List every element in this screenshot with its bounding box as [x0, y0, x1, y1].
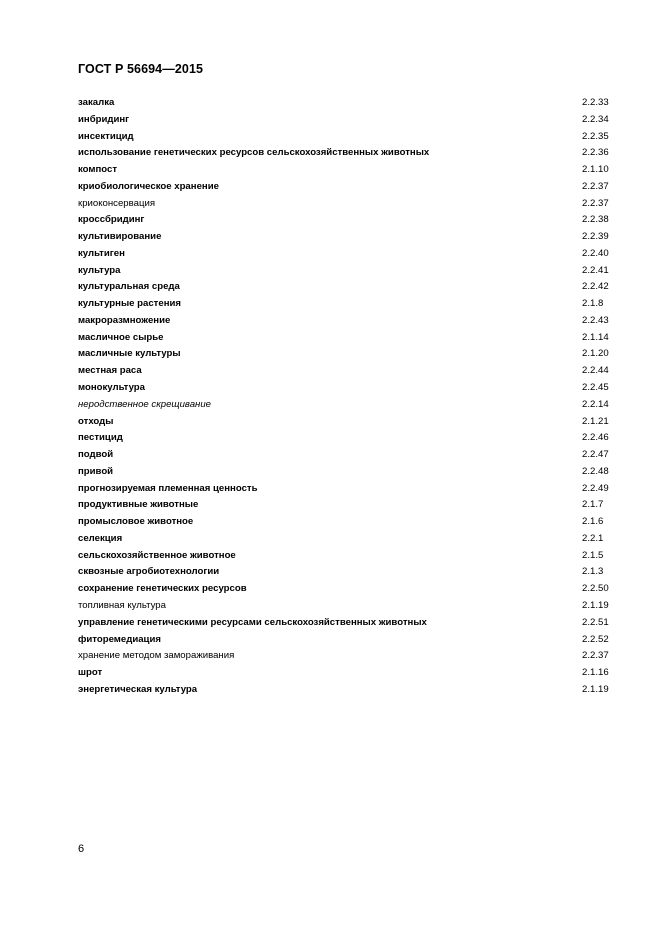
index-row: [78, 363, 612, 380]
index-reference: 2.2.48: [582, 465, 609, 477]
index-row: [78, 481, 612, 498]
index-reference: 2.1.3: [582, 566, 604, 578]
index-reference: 2.2.14: [582, 398, 609, 410]
index-row: [78, 531, 612, 548]
index-row: [78, 246, 612, 263]
index-reference: 2.2.37: [582, 180, 609, 192]
index-reference: 2.2.39: [582, 231, 609, 243]
index-term: подвой: [78, 449, 114, 461]
index-reference: 2.1.20: [582, 348, 609, 360]
index-row: [78, 682, 612, 699]
index-term: привой: [78, 465, 114, 477]
index-term: сельскохозяйственное животное: [78, 549, 236, 561]
index-term: использование генетических ресурсов сельскохозяйственных животных: [78, 147, 430, 159]
index-reference: 2.1.19: [582, 599, 609, 611]
index-term: инбридинг: [78, 113, 130, 125]
index-term: криоконсервация: [78, 197, 156, 209]
index-reference: 2.2.44: [582, 365, 609, 377]
index-row: [78, 330, 612, 347]
index-reference: 2.2.46: [582, 432, 609, 444]
index-term: культивирование: [78, 231, 162, 243]
index-term: сохранение генетических ресурсов: [78, 583, 247, 595]
index-term: неродственное скрещивание: [78, 398, 211, 410]
index-reference: 2.2.36: [582, 147, 609, 159]
index-reference: 2.2.47: [582, 449, 609, 461]
index-reference: 2.1.19: [582, 683, 609, 695]
index-row: [78, 632, 612, 649]
index-term: компост: [78, 164, 118, 176]
index-term: сквозные агробиотехнологии: [78, 566, 220, 578]
index-term: селекция: [78, 532, 123, 544]
index-row: [78, 196, 612, 213]
index-row: [78, 414, 612, 431]
index-row: [78, 162, 612, 179]
index-reference: 2.2.37: [582, 197, 609, 209]
index-term: культиген: [78, 247, 125, 259]
index-row: [78, 615, 612, 632]
index-row: [78, 464, 612, 481]
index-row: [78, 279, 612, 296]
index-reference: 2.2.43: [582, 314, 609, 326]
index-row: [78, 229, 612, 246]
index-term: масличное сырье: [78, 331, 164, 343]
index-row: [78, 145, 612, 162]
index-row: [78, 112, 612, 129]
page-number: 6: [78, 843, 85, 855]
index-reference: 2.2.49: [582, 482, 609, 494]
index-term: прогнозируемая племенная ценность: [78, 482, 258, 494]
index-term: пестицид: [78, 432, 123, 444]
index-term: закалка: [78, 97, 115, 108]
index-row: [78, 397, 612, 414]
index-reference: 2.2.52: [582, 633, 609, 645]
index-row: [78, 346, 612, 363]
index-row: [78, 296, 612, 313]
index-reference: 2.2.35: [582, 130, 609, 142]
index-term: масличные культуры: [78, 348, 181, 360]
index-row: [78, 380, 612, 397]
index-reference: 2.2.45: [582, 382, 609, 394]
index-term: монокультура: [78, 382, 145, 394]
document-header: ГОСТ Р 56694—2015: [78, 62, 204, 76]
index-reference: 2.2.37: [582, 650, 609, 662]
index-row: [78, 263, 612, 280]
index-term: культуральная среда: [78, 281, 180, 293]
index-row: [78, 514, 612, 531]
index-term: энергетическая культура: [78, 683, 198, 695]
index-reference: 2.1.16: [582, 667, 609, 679]
index-row: [78, 430, 612, 447]
index-term: фиторемедиация: [78, 633, 161, 645]
index-row: [78, 447, 612, 464]
index-term: макроразмножение: [78, 314, 171, 326]
index-term: хранение методом замораживания: [78, 650, 235, 662]
index-reference: 2.2.33: [582, 97, 609, 108]
index-term: культурные растения: [78, 298, 182, 310]
index-row: [78, 564, 612, 581]
index-term: топливная культура: [78, 599, 166, 611]
index-reference: 2.1.5: [582, 549, 604, 561]
index-reference: 2.2.51: [582, 616, 609, 628]
index-row: [78, 212, 612, 229]
index-row: [78, 598, 612, 615]
index-reference: 2.1.7: [582, 499, 604, 511]
index-row: [78, 648, 612, 665]
term-index-list: [78, 95, 612, 699]
index-reference: 2.2.1: [582, 532, 604, 544]
index-row: [78, 497, 612, 514]
index-reference: 2.1.10: [582, 164, 609, 176]
index-row: [78, 581, 612, 598]
index-term: инсектицид: [78, 130, 134, 142]
index-reference: 2.2.42: [582, 281, 609, 293]
index-term: криобиологическое хранение: [78, 180, 219, 192]
index-reference: 2.1.14: [582, 331, 609, 343]
index-row: [78, 548, 612, 565]
index-reference: 2.2.41: [582, 264, 609, 276]
index-reference: 2.2.40: [582, 247, 609, 259]
index-row: [78, 179, 612, 196]
index-reference: 2.1.21: [582, 415, 609, 427]
index-row: [78, 95, 612, 112]
index-reference: 2.2.50: [582, 583, 609, 595]
index-term: продуктивные животные: [78, 499, 199, 511]
index-reference: 2.1.8: [582, 298, 604, 310]
index-term: кроссбридинг: [78, 214, 145, 226]
index-term: местная раса: [78, 365, 142, 377]
index-term: культура: [78, 264, 121, 276]
index-row: [78, 313, 612, 330]
index-term: отходы: [78, 415, 114, 427]
index-term: управление генетическими ресурсами сельскохозяйственных животных: [78, 616, 427, 628]
index-reference: 2.2.38: [582, 214, 609, 226]
index-row: [78, 665, 612, 682]
index-row: [78, 129, 612, 146]
index-reference: 2.2.34: [582, 113, 609, 125]
index-reference: 2.1.6: [582, 516, 604, 528]
index-term: промысловое животное: [78, 516, 194, 528]
index-term: шрот: [78, 667, 103, 679]
